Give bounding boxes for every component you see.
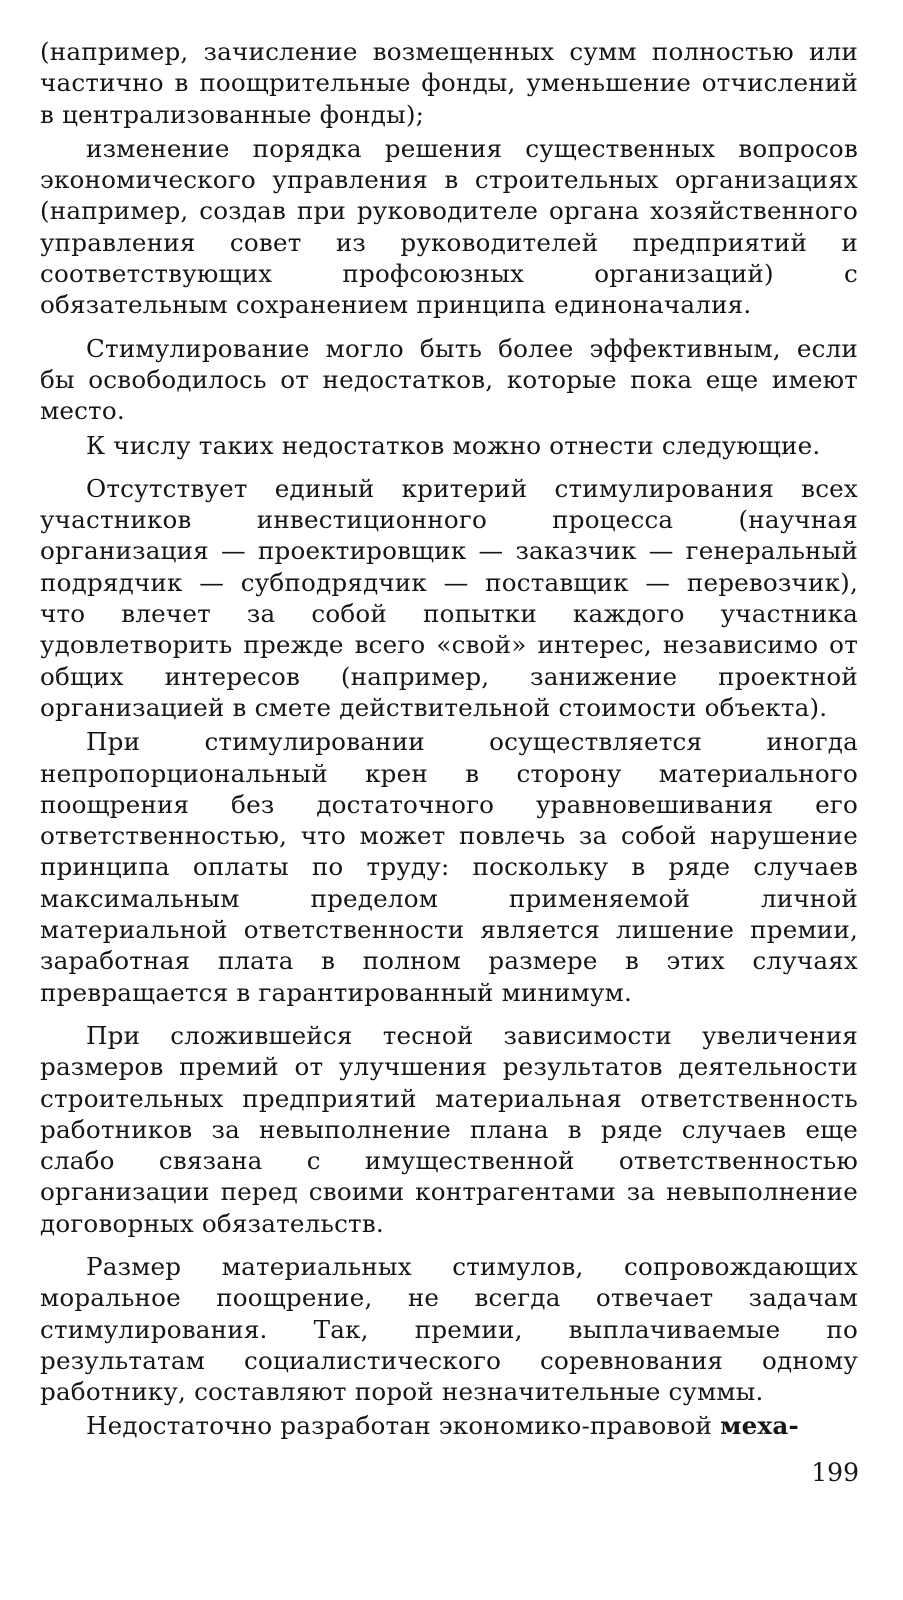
mechanism-text: Недостаточно разработан экономико-правовой bbox=[86, 1411, 713, 1441]
mechanism-bold-word: меха- bbox=[720, 1411, 799, 1441]
paragraph-shortcomings-intro: К числу таких недостатков можно отнести следующие. bbox=[86, 430, 821, 460]
page-text-column bbox=[40, 36, 858, 1445]
paragraph-stimulation-effectiveness: Стимулирование могло быть более эффективным, если бы освободилось от недостатков, которые пока еще имеют место. bbox=[40, 333, 858, 426]
paragraph-single-criterion: Отсутствует единый критерий стимулирования всех участников инвестиционного процесса (научная организация — проектировщик — заказчик — генеральный подрядчик — субподрядчик — поставщик — перевозчик), что влечет за собой попытки каждого участника удовлетворить прежде всего «свой» интерес, независимо от общих интересов (например, занижение проектной организацией в смете действительной стоимости объекта). bbox=[40, 473, 858, 722]
paragraph-incentive-size: Размер материальных стимулов, сопровождающих моральное поощрение, не всегда отвечает задачам стимулирования. Так, премии, выплачиваемые по результатам социалистического соревнования одному работнику, составляют порой незначительные суммы. bbox=[40, 1251, 858, 1407]
paragraph-disproportionate-bias: При стимулировании осуществляется иногда непропорциональный крен в сторону материального поощрения без достаточного уравновешивания его ответственностью, что может повлечь за собой нарушение принципа оплаты по труду: поскольку в ряде случаев максимальным пределом применяемой личной материальной ответственности является лишение премии, заработная плата в полном размере в этих случаях превращается в гарантированный минимум. bbox=[40, 727, 858, 1007]
page-number: 199 bbox=[811, 1458, 859, 1487]
paragraph-management-change: изменение порядка решения существенных вопросов экономического управления в строительных организациях (например, создав при руководителе органа хозяйственного управления совет из руководителей предприятий и соответствующих профсоюзных организаций) с обязательным сохранением принципа единоначалия. bbox=[40, 133, 858, 320]
paragraph-mechanism-start bbox=[40, 1410, 858, 1441]
paragraph-continuation: (например, зачисление возмещенных сумм полностью или частично в поощрительные фонды, уменьшение отчислений в централизованные фонды); bbox=[40, 37, 858, 129]
paragraph-premium-dependence: При сложившейся тесной зависимости увеличения размеров премий от улучшения результатов деятельности строительных предприятий материальная ответственность работников за невыполнение плана в ряде случаев еще слабо связана с имущественной ответственностью организации перед своими контрагентами за невыполнение договорных обязательств. bbox=[40, 1020, 858, 1238]
